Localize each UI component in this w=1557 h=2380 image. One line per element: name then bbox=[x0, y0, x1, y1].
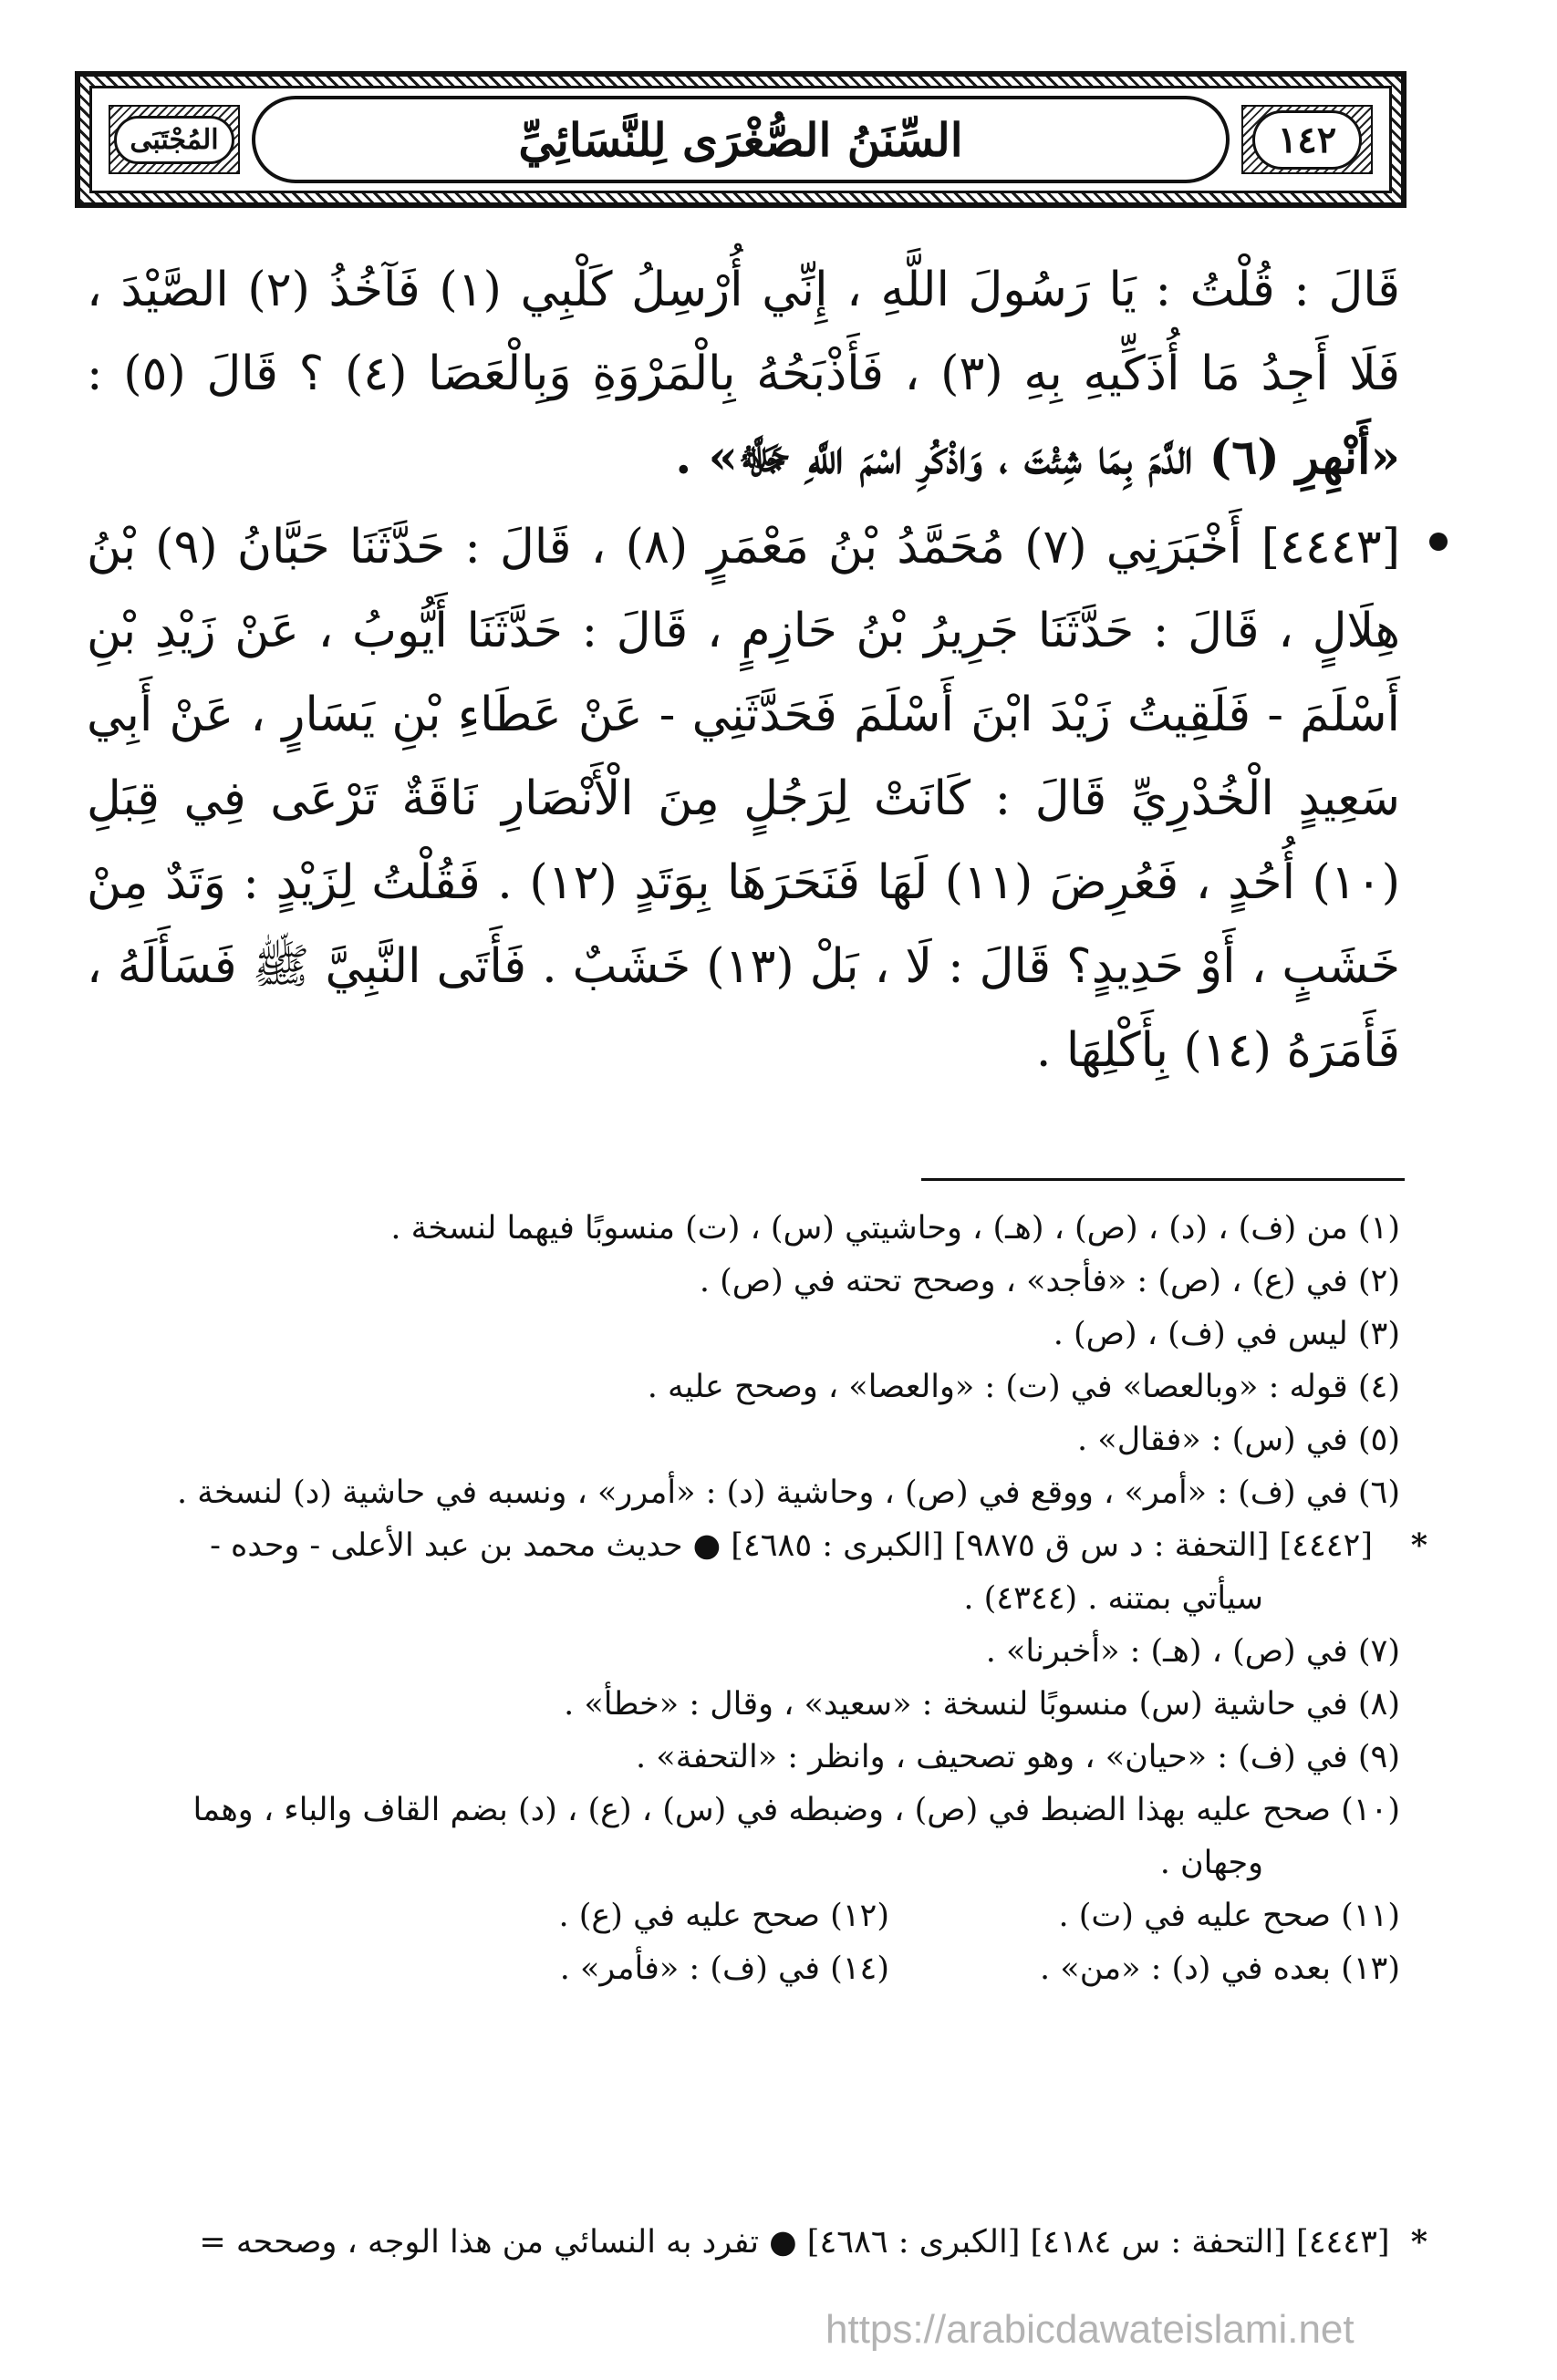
page-number: ١٤٢ bbox=[1252, 110, 1362, 170]
book-label: المُجْتَبَى bbox=[114, 116, 234, 164]
takhrij-text: [٤٤٤٢] [التحفة : د س ق ٩٨٧٥] [الكبرى : ٤٦٨٥] ● حديث محمد بن عبد الأعلى - وحده - bbox=[210, 1527, 1373, 1564]
footnote-1: (١) من (ف) ، (د) ، (ص) ، (هـ) ، وحاشيتي (س) ، (ت) منسوبًا فيهما لنسخة . bbox=[390, 1210, 1400, 1247]
footnote-divider bbox=[921, 1178, 1405, 1181]
footnote-4: (٤) قوله : «وبالعصا» في (ت) : «والعصا» ، وصحح عليه . bbox=[647, 1369, 1400, 1405]
footnote-row-11-12 bbox=[87, 1889, 1400, 1942]
footnote-10: (١٠) صحح عليه بهذا الضبط في (ص) ، وضبطه في (س) ، (ع) ، (د) بضم القاف والباء ، وهما bbox=[192, 1792, 1400, 1828]
page-header bbox=[75, 71, 1406, 208]
footnote-12: (١٢) صحح عليه في (ع) . bbox=[558, 1898, 889, 1934]
asterisk-icon: * bbox=[1410, 2223, 1427, 2261]
paragraph-hadith-4442-end bbox=[87, 248, 1400, 500]
footnote-8: (٨) في حاشية (س) منسوبًا لنسخة : «سعيد» ، وقال : «خطأ» . bbox=[564, 1686, 1400, 1723]
book-label-ornament bbox=[109, 105, 240, 174]
footnote-6: (٦) في (ف) : «أمر» ، ووقع في (ص) ، وحاشية (د) : «أمرر» ، ونسبه في حاشية (د) لنسخة . bbox=[176, 1475, 1400, 1511]
page-number-ornament bbox=[1241, 105, 1373, 174]
footnote-2: (٢) في (ع) ، (ص) : «فأجد» ، وصحح تحته في (ص) . bbox=[699, 1263, 1400, 1299]
footnote-7: (٧) في (ص) ، (هـ) : «أخبرنا» . bbox=[985, 1633, 1400, 1670]
takhrij-4442 bbox=[87, 1519, 1427, 1572]
footnote-14: (١٤) في (ف) : «فأمر» . bbox=[559, 1951, 889, 1987]
footnote-11: (١١) صحح عليه في (ت) . bbox=[1058, 1898, 1400, 1934]
prophet-saying: «أَنْهِرِ (٦) الدَّمَ بِمَا شِئْتَ ، وَاذْكُرِ اسْمَ اللَّهِ ﷻ» . bbox=[675, 429, 1400, 485]
header-frame bbox=[89, 86, 1392, 193]
takhrij-4443 bbox=[87, 2216, 1427, 2269]
asterisk-icon: * bbox=[1410, 1526, 1427, 1564]
takhrij-text: [٤٤٤٣] [التحفة : س ٤١٨٤] [الكبرى : ٤٦٨٦] ● تفرد به النسائي من هذا الوجه ، وصححه = bbox=[199, 2224, 1390, 2261]
header-title-band bbox=[252, 96, 1230, 183]
paragraph-text: قَالَ : قُلْتُ : يَا رَسُولَ اللَّهِ ، إِنِّي أُرْسِلُ كَلْبِي (١) فَآخُذُ (٢) الصَّيْدَ ، فَلَا أَجِدُ مَا أُذَكِّيهِ بِهِ (٣) ، فَأَذْبَحُهُ بِالْمَرْوَةِ وَبِالْعَصَا (٤) ؟ قَالَ (٥) : bbox=[87, 263, 1401, 401]
footnote-3: (٣) ليس في (ف) ، (ص) . bbox=[1053, 1316, 1400, 1352]
watermark-url: https://arabicdawateislami.net bbox=[825, 2307, 1355, 2352]
footnote-5: (٥) في (س) : «فقال» . bbox=[1077, 1422, 1400, 1458]
footnote-row-13-14 bbox=[87, 1942, 1400, 1995]
footnote-9: (٩) في (ف) : «حيان» ، وهو تصحيف ، وانظر : «التحفة» . bbox=[636, 1739, 1400, 1775]
paragraph-text: [٤٤٤٣] أَخْبَرَنِي (٧) مُحَمَّدُ بْنُ مَعْمَرٍ (٨) ، قَالَ : حَدَّثَنَا حَبَّانُ (٩) بْنُ هِلَالٍ ، قَالَ : حَدَّثَنَا جَرِيرُ بْنُ حَازِمٍ ، قَالَ : حَدَّثَنَا أَيُّوبُ ، عَنْ زَيْدِ بْنِ أَسْلَمَ - فَلَقِيتُ زَيْدَ ابْنَ أَسْلَمَ فَحَدَّثَنِي - عَنْ عَطَاءِ بْنِ يَسَارٍ ، عَنْ أَبِي سَعِيدٍ الْخُدْرِيِّ قَالَ : كَانَتْ لِرَجُلٍ مِنَ الْأَنْصَارِ نَاقَةٌ تَرْعَى فِي قِبَلِ (١٠) أُحُدٍ ، فَعُرِضَ (١١) لَهَا فَنَحَرَهَا بِوَتَدٍ (١٢) . فَقُلْتُ لِزَيْدٍ : وَتَدٌ مِنْ خَشَبٍ ، أَوْ حَدِيدٍ؟ قَالَ : لَا ، بَلْ (١٣) خَشَبٌ . فَأَتَى النَّبِيَّ ﷺ فَسَأَلَهُ ، فَأَمَرَهُ (١٤) بِأَكْلِهَا . bbox=[87, 520, 1401, 1078]
footnotes bbox=[87, 1202, 1427, 1995]
takhrij-4442-continued: سيأتي بمتنه . (٤٣٤٤) . bbox=[963, 1580, 1263, 1617]
book-title: السِّنَنُ الصُّغْرَى لِلنَّسَائِيِّ bbox=[518, 112, 963, 167]
footnote-13: (١٣) بعده في (د) : «من» . bbox=[1040, 1951, 1400, 1987]
footnote-10-continued: وجهان . bbox=[1159, 1845, 1263, 1881]
main-text bbox=[87, 248, 1400, 1092]
bullet-icon bbox=[1429, 533, 1448, 551]
paragraph-hadith-4443 bbox=[87, 505, 1400, 1092]
